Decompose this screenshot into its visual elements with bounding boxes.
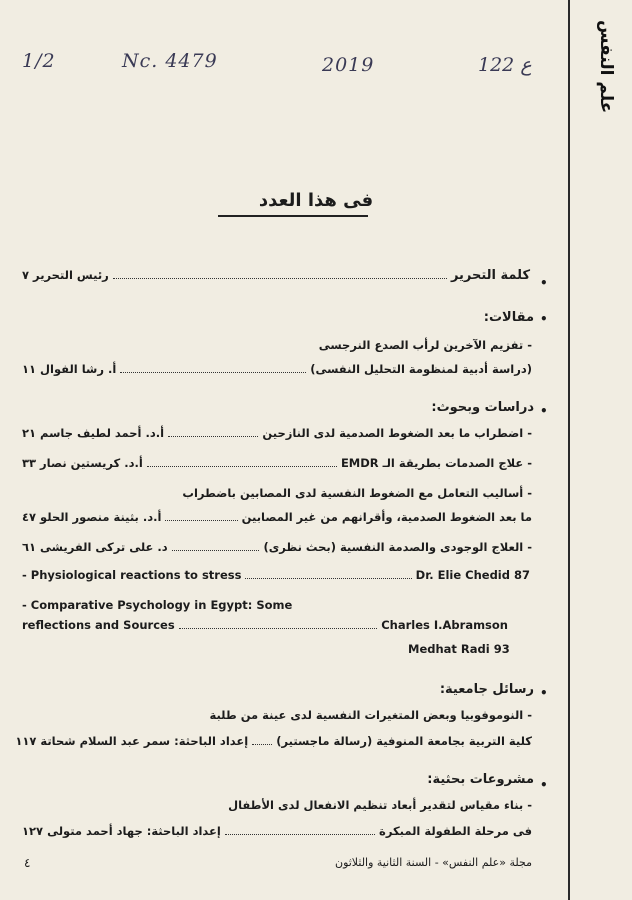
toc-entry-editorial[interactable] (22, 268, 530, 283)
article-author: أ. رشا الفوال ١١ (22, 362, 117, 376)
project-title-line2: فى مرحلة الطفولة المبكرة (379, 824, 532, 838)
study-1-author: أ.د. أحمد لطيف جاسم ٢١ (22, 426, 165, 440)
toc-entry-thesis[interactable] (15, 734, 532, 748)
english-1-author: Dr. Elie Chedid 87 (415, 568, 530, 582)
english-2-title-line1[interactable]: - Comparative Psychology in Egypt: Some (22, 598, 293, 612)
project-title-line1[interactable]: - بناء مقياس لتقدير أبعاد تنظيم الانفعال لدى الأطفال (228, 798, 532, 812)
leader-dots (172, 550, 260, 551)
editorial-by: رئيس التحرير ٧ (22, 268, 109, 282)
toc-entry-study-4[interactable] (22, 540, 532, 554)
handwritten-fraction: 1/2 (22, 50, 56, 72)
footer-journal: مجلة «علم النفس» - السنة الثانية والثلاثون (334, 856, 532, 869)
english-2-author2: Medhat Radi 93 (408, 642, 510, 656)
editorial-title: كلمة التحرير (450, 268, 530, 283)
journal-side-title: علم النفس (596, 20, 616, 114)
thesis-title-line1[interactable]: - النوموفوبيا وبعض المتغيرات النفسية لدى عينة من طلبة (209, 708, 532, 722)
study-2-title: - علاج الصدمات بطريقة الـ EMDR (340, 456, 532, 470)
section-heading-articles: مقالات: (483, 310, 534, 325)
toc-entry-study-3[interactable] (22, 510, 532, 524)
section-heading-theses: رسائل جامعية: (439, 682, 534, 697)
section-heading-studies: دراسات وبحوث: (431, 400, 534, 415)
handwritten-year: 2019 (322, 54, 375, 76)
leader-dots (252, 744, 272, 745)
english-1-title: - Physiological reactions to stress (22, 568, 242, 582)
thesis-author: إعداد الباحثة: سمر عبد السلام شحاتة ١١٧ (15, 734, 249, 748)
leader-dots (165, 520, 237, 521)
bullet: • (540, 686, 548, 700)
toc-entry-study-1[interactable] (22, 426, 532, 440)
study-3-title-line1[interactable]: - أساليب التعامل مع الضغوط النفسية لدى المصابين باضطراب (182, 486, 532, 500)
bullet: • (540, 404, 548, 418)
english-2-title-line2: reflections and Sources (22, 618, 175, 632)
leader-dots (168, 436, 258, 437)
article-title-line2: (دراسة أدبية لمنظومة التحليل النفسى) (310, 362, 532, 376)
study-2-author: أ.د. كريستين نصار ٣٣ (22, 456, 143, 470)
leader-dots (179, 628, 378, 629)
page-number: ٤ (24, 856, 31, 870)
bullet: • (540, 276, 548, 290)
toc-entry-english-2[interactable] (22, 618, 508, 632)
english-2-author1: Charles I.Abramson (381, 618, 508, 632)
toc-entry-article[interactable] (22, 362, 532, 376)
leader-dots (147, 466, 337, 467)
study-3-title-line2: ما بعد الضغوط الصدمية، وأقرانهم من غير المصابين (241, 510, 532, 524)
article-title-line1[interactable]: - تفزيم الآخرين لرأب الصدع النرجسى (318, 338, 532, 352)
thesis-title-line2: كلية التربية بجامعة المنوفية (رسالة ماجستير) (276, 734, 532, 748)
study-3-author: أ.د. بثينة منصور الحلو ٤٧ (22, 510, 162, 524)
leader-dots (120, 372, 306, 373)
toc-entry-project[interactable] (22, 824, 532, 838)
side-divider (568, 0, 570, 900)
bullet: • (540, 778, 548, 792)
handwritten-number: 122 ع (478, 54, 532, 76)
study-4-title: - العلاج الوجودى والصدمة النفسية (بحث نظرى) (263, 540, 532, 554)
title-underline (218, 215, 368, 217)
bullet: • (540, 312, 548, 326)
leader-dots (245, 578, 411, 579)
toc-entry-english-1[interactable] (22, 568, 530, 582)
study-4-author: د. على تركى الفريشى ٦١ (22, 540, 168, 554)
project-author: إعداد الباحثة: جهاد أحمد متولى ١٢٧ (22, 824, 221, 838)
toc-title: فى هذا العدد (258, 190, 374, 211)
section-heading-projects: مشروعات بحثية: (427, 772, 534, 787)
study-1-title: - اضطراب ما بعد الضغوط الصدمية لدى النازحين (262, 426, 532, 440)
toc-entry-study-2[interactable] (22, 456, 532, 470)
leader-dots (225, 834, 375, 835)
leader-dots (113, 278, 447, 279)
handwritten-code: Nc. 4479 (122, 50, 218, 72)
